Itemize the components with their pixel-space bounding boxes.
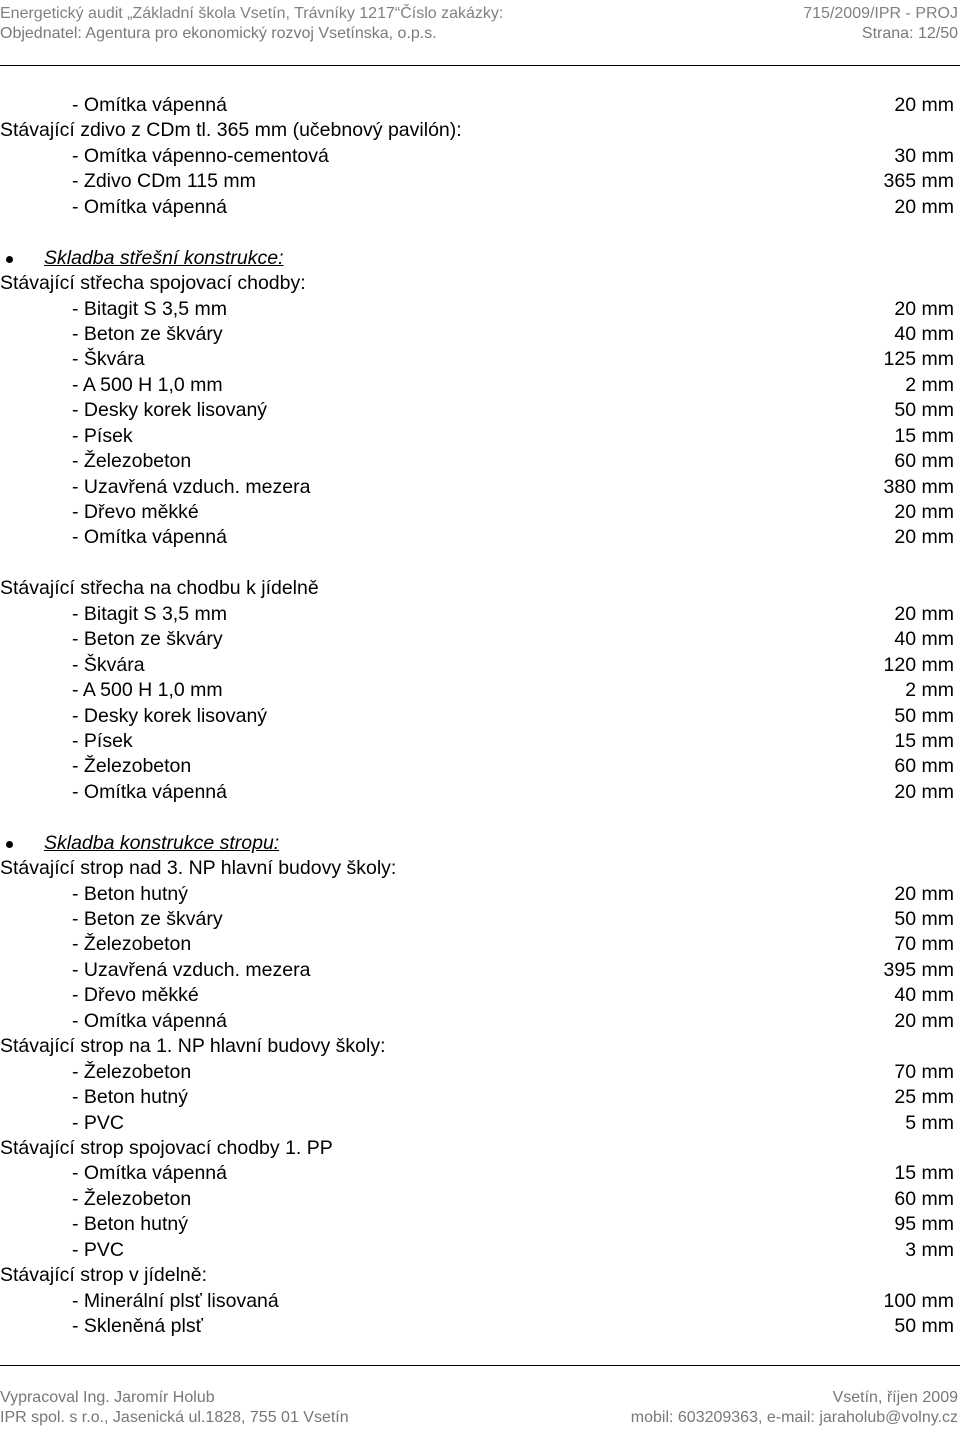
footer-line-1 bbox=[0, 1388, 960, 1408]
layer-row bbox=[0, 882, 960, 907]
construction-subheading bbox=[0, 1136, 960, 1161]
layer-thickness: 50 mm bbox=[894, 908, 954, 930]
construction-subheading bbox=[0, 856, 960, 881]
layer-thickness: 20 mm bbox=[894, 195, 954, 218]
layer-material: - Minerální plsť lisovaná bbox=[72, 1289, 279, 1312]
layer-thickness: 20 mm bbox=[894, 501, 954, 523]
layer-material: - Skleněná plsť bbox=[72, 1315, 203, 1337]
layer-row bbox=[0, 602, 960, 627]
layer-thickness: 20 mm bbox=[894, 1009, 954, 1032]
layer-thickness: 15 mm bbox=[894, 1162, 954, 1185]
layer-row bbox=[0, 1085, 960, 1110]
layer-thickness: 100 mm bbox=[883, 1289, 954, 1312]
layer-thickness: 40 mm bbox=[894, 628, 954, 651]
header-project-title: Energetický audit „Základní škola Vsetín, Trávníky 1217“Číslo zakázky: bbox=[0, 5, 504, 22]
layer-thickness: 5 mm bbox=[905, 1111, 954, 1134]
layer-material: - Bitagit S 3,5 mm bbox=[72, 602, 227, 625]
layer-thickness: 50 mm bbox=[894, 704, 954, 727]
layer-thickness: 50 mm bbox=[894, 1315, 954, 1337]
layer-thickness: 380 mm bbox=[883, 475, 954, 498]
layer-thickness: 20 mm bbox=[894, 526, 954, 549]
construction-subheading bbox=[0, 1263, 960, 1288]
layer-material: - Uzavřená vzduch. mezera bbox=[72, 958, 311, 981]
layer-thickness: 30 mm bbox=[894, 144, 954, 167]
layer-thickness: 20 mm bbox=[894, 297, 954, 320]
layer-row bbox=[0, 1289, 960, 1314]
layer-thickness: 60 mm bbox=[894, 1187, 954, 1210]
layer-material: - Písek bbox=[72, 729, 133, 752]
header-line-2 bbox=[0, 24, 960, 44]
layer-thickness: 70 mm bbox=[894, 1060, 954, 1083]
heading-text: Stávající strop na 1. NP hlavní budovy školy: bbox=[0, 1035, 386, 1058]
layer-thickness: 125 mm bbox=[883, 348, 954, 371]
layer-thickness: 2 mm bbox=[905, 373, 954, 396]
layer-material: - Železobeton bbox=[72, 1187, 192, 1210]
layer-material: - Omítka vápenná bbox=[72, 780, 227, 803]
layer-material: - Bitagit S 3,5 mm bbox=[72, 297, 227, 320]
layer-material: - Beton ze škváry bbox=[72, 628, 223, 651]
layer-thickness: 3 mm bbox=[905, 1238, 954, 1261]
layer-material: - Omítka vápenná bbox=[72, 526, 227, 549]
spacer bbox=[0, 551, 960, 576]
layer-thickness: 60 mm bbox=[894, 755, 954, 778]
heading-text: Stávající strop nad 3. NP hlavní budovy školy: bbox=[0, 857, 397, 880]
layer-row bbox=[0, 729, 960, 754]
layer-row bbox=[0, 1314, 960, 1339]
layer-material: - Omítka vápenná bbox=[72, 1162, 227, 1185]
header-page-number: Strana: 12/50 bbox=[861, 25, 958, 42]
header-order-number: 715/2009/IPR - PROJ bbox=[803, 5, 958, 22]
header-line-1 bbox=[0, 4, 960, 24]
layer-material: - Železobeton bbox=[72, 1060, 192, 1083]
layer-material: - Omítka vápenná bbox=[72, 195, 227, 218]
layer-material: - Desky korek lisovaný bbox=[72, 399, 268, 422]
layer-material: - Omítka vápenná bbox=[72, 94, 227, 116]
layer-row bbox=[0, 1187, 960, 1212]
layer-thickness: 20 mm bbox=[894, 780, 954, 803]
layer-row bbox=[0, 195, 960, 220]
construction-subheading bbox=[0, 1034, 960, 1059]
heading-text: Stávající střecha na chodbu k jídelně bbox=[0, 577, 319, 600]
construction-composition-list bbox=[0, 93, 960, 1339]
header-client: Objednatel: Agentura pro ekonomický rozvoj Vsetínska, o.p.s. bbox=[0, 25, 437, 42]
layer-thickness: 70 mm bbox=[894, 933, 954, 956]
layer-thickness: 20 mm bbox=[894, 94, 954, 116]
layer-row bbox=[0, 1060, 960, 1085]
heading-text: Stávající střecha spojovací chodby: bbox=[0, 272, 306, 295]
layer-material: - Beton hutný bbox=[72, 882, 188, 905]
layer-material: - Škvára bbox=[72, 653, 145, 676]
layer-row bbox=[0, 1111, 960, 1136]
bullet-icon bbox=[6, 841, 13, 848]
layer-material: - Beton hutný bbox=[72, 1213, 188, 1236]
page-header bbox=[0, 4, 960, 44]
layer-row bbox=[0, 322, 960, 347]
layer-thickness: 395 mm bbox=[883, 958, 954, 981]
footer-contact: mobil: 603209363, e-mail: jaraholub@volny.cz bbox=[630, 1409, 958, 1426]
bullet-icon bbox=[6, 256, 13, 263]
layer-thickness: 20 mm bbox=[894, 882, 954, 905]
page-footer bbox=[0, 1388, 960, 1428]
layer-material: - Škvára bbox=[72, 348, 145, 371]
footer-line-2 bbox=[0, 1408, 960, 1428]
construction-subheading bbox=[0, 576, 960, 601]
layer-row bbox=[0, 297, 960, 322]
layer-row bbox=[0, 653, 960, 678]
layer-row bbox=[0, 144, 960, 169]
layer-thickness: 25 mm bbox=[894, 1086, 954, 1109]
layer-thickness: 40 mm bbox=[894, 322, 954, 345]
layer-thickness: 60 mm bbox=[894, 450, 954, 473]
layer-thickness: 50 mm bbox=[894, 399, 954, 422]
footer-author: Vypracoval Ing. Jaromír Holub bbox=[0, 1389, 215, 1406]
layer-row bbox=[0, 678, 960, 703]
heading-text: Stávající strop spojovací chodby 1. PP bbox=[0, 1136, 333, 1159]
layer-material: - Zdivo CDm 115 mm bbox=[72, 170, 256, 193]
layer-material: - PVC bbox=[72, 1111, 125, 1134]
layer-material: - PVC bbox=[72, 1238, 125, 1261]
layer-material: - Beton ze škváry bbox=[72, 908, 223, 930]
layer-row bbox=[0, 1212, 960, 1237]
layer-material: - Uzavřená vzduch. mezera bbox=[72, 475, 311, 498]
layer-row bbox=[0, 704, 960, 729]
layer-thickness: 365 mm bbox=[883, 170, 954, 193]
layer-thickness: 95 mm bbox=[894, 1213, 954, 1236]
heading-text: Skladba střešní konstrukce: bbox=[44, 246, 284, 269]
layer-material: - Železobeton bbox=[72, 450, 192, 473]
layer-row bbox=[0, 500, 960, 525]
layer-row bbox=[0, 754, 960, 779]
layer-thickness: 20 mm bbox=[894, 602, 954, 625]
layer-row bbox=[0, 475, 960, 500]
layer-row bbox=[0, 1238, 960, 1263]
heading-text: Stávající strop v jídelně: bbox=[0, 1264, 208, 1287]
layer-row bbox=[0, 780, 960, 805]
layer-row bbox=[0, 1161, 960, 1186]
layer-material: - Písek bbox=[72, 424, 133, 447]
footer-divider bbox=[0, 1365, 960, 1366]
layer-row bbox=[0, 93, 960, 118]
layer-row bbox=[0, 424, 960, 449]
layer-material: - Železobeton bbox=[72, 933, 192, 956]
layer-material: - Beton hutný bbox=[72, 1086, 188, 1109]
layer-material: - Dřevo měkké bbox=[72, 501, 199, 523]
layer-thickness: 2 mm bbox=[905, 679, 954, 702]
layer-material: - A 500 H 1,0 mm bbox=[72, 679, 223, 702]
layer-material: - Železobeton bbox=[72, 755, 192, 778]
layer-row bbox=[0, 398, 960, 423]
spacer bbox=[0, 805, 960, 830]
layer-row bbox=[0, 983, 960, 1008]
layer-row bbox=[0, 1009, 960, 1034]
layer-thickness: 120 mm bbox=[883, 653, 954, 676]
layer-material: - A 500 H 1,0 mm bbox=[72, 373, 223, 396]
layer-thickness: 15 mm bbox=[894, 424, 954, 447]
layer-material: - Omítka vápenná bbox=[72, 1009, 227, 1032]
layer-material: - Desky korek lisovaný bbox=[72, 704, 268, 727]
layer-row bbox=[0, 932, 960, 957]
layer-thickness: 15 mm bbox=[894, 729, 954, 752]
footer-place-date: Vsetín, říjen 2009 bbox=[832, 1389, 958, 1406]
layer-row bbox=[0, 958, 960, 983]
layer-material: - Omítka vápenno-cementová bbox=[72, 144, 329, 167]
heading-text: Stávající zdivo z CDm tl. 365 mm (učebnový pavilón): bbox=[0, 119, 462, 142]
layer-material: - Dřevo měkké bbox=[72, 984, 199, 1007]
layer-row bbox=[0, 525, 960, 550]
layer-row bbox=[0, 169, 960, 194]
layer-row bbox=[0, 627, 960, 652]
layer-material: - Beton ze škváry bbox=[72, 322, 223, 345]
section-heading bbox=[0, 831, 960, 856]
construction-subheading bbox=[0, 271, 960, 296]
header-divider bbox=[0, 65, 960, 66]
layer-row bbox=[0, 373, 960, 398]
layer-thickness: 40 mm bbox=[894, 984, 954, 1007]
spacer bbox=[0, 220, 960, 245]
heading-text: Skladba konstrukce stropu: bbox=[44, 831, 280, 854]
construction-subheading bbox=[0, 118, 960, 143]
layer-row bbox=[0, 449, 960, 474]
layer-row bbox=[0, 347, 960, 372]
section-heading bbox=[0, 246, 960, 271]
layer-row bbox=[0, 907, 960, 932]
footer-company-address: IPR spol. s r.o., Jasenická ul.1828, 755 01 Vsetín bbox=[0, 1409, 349, 1426]
